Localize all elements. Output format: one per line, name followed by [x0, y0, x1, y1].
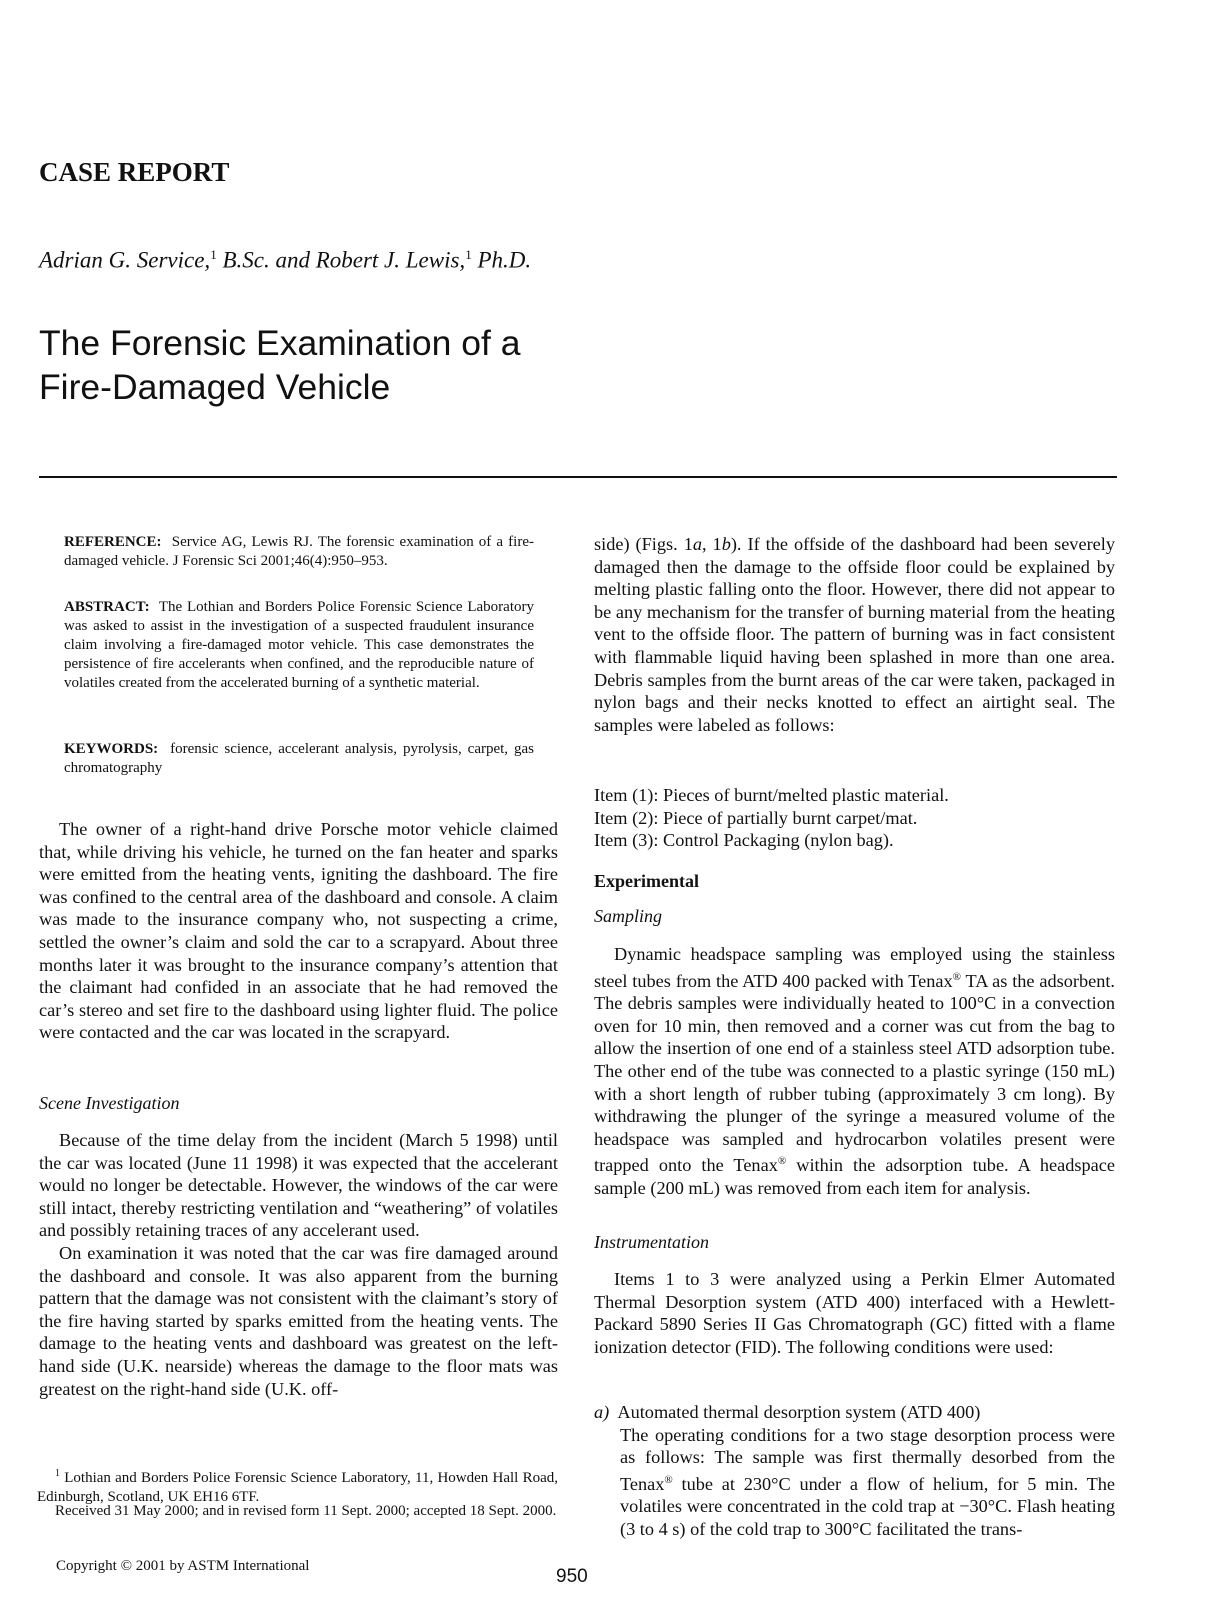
list-item: Item (2): Piece of partially burnt carpet/mat.	[594, 807, 918, 828]
sampling-text-b: TA as the adsorbent. The debris samples were individually heated to 100°C in a convection oven for 10 min, then removed and a corner was cut from the bag to allow the insertion of one end of a stainless steel ATD adsorption tube. The other end of the tube was connected to a plastic syringe (150 mL) with a short length of rubber tubing (approximately 3 cm long). By withdrawing the plunger of the syringe a measured volume of the headspace was sampled and hydrocarbon volatiles present were trapped onto the Tenax	[594, 970, 1115, 1176]
sampling-paragraph	[594, 943, 1115, 1200]
instrumentation-paragraph: Items 1 to 3 were analyzed using a Perkin Elmer Automated Thermal Desorption system (ATD 400) interfaced with a Hewlett-Packard 5890 Series II Gas Chromatograph (GC) fitted with a flame ionization detector (FID). The following conditions were used:	[594, 1269, 1115, 1357]
footnote-affiliation-text: Lothian and Borders Police Forensic Science Laboratory, 11, Howden Hall Road, Edinburgh, Scotland, UK EH16 6TF.	[37, 1470, 558, 1505]
copyright-notice: Copyright © 2001 by ASTM International	[56, 1558, 310, 1574]
author-line	[39, 247, 531, 274]
heading-instrumentation: Instrumentation	[594, 1232, 709, 1252]
abstract-label: ABSTRACT:	[64, 599, 150, 615]
item-list	[594, 784, 1115, 852]
continuation-paragraph	[594, 533, 1115, 736]
author-2-degree: Ph.D.	[471, 247, 532, 273]
figure-ref-1a: a	[692, 534, 702, 554]
section-label: CASE REPORT	[39, 157, 230, 187]
abstract-block	[64, 598, 534, 693]
registered-mark: ®	[664, 1473, 673, 1486]
conditions-list-a	[594, 1401, 1115, 1541]
author-1-degree-and-author-2: B.Sc. and Robert J. Lewis,	[216, 247, 466, 273]
keywords-label: KEYWORDS:	[64, 741, 159, 757]
scene-paragraph-1: Because of the time delay from the incident (March 5 1998) until the car was located (June 11 1998) it was expected that the accelerant would no longer be detectable. However, the windows of the car were still intact, thereby restricting ventilation and “weathering” of volatiles and possibly retaining traces of any accelerant used.	[39, 1130, 558, 1241]
heading-sampling: Sampling	[594, 906, 663, 926]
continuation-text-c: ). If the offside of the dashboard had been severely damaged then the damage to the offside floor could be explained by melting plastic falling onto the floor. However, there did not appear to be any mechanism for the transfer of burning material from the heating vent to the offside floor. The pattern of burning was in fact consistent with flammable liquid having been splashed in more than one area. Debris samples from the burnt areas of the car were taken, packaged in nylon bags and their necks knotted to effect an airtight seal. The samples were labeled as follows:	[594, 534, 1115, 735]
heading-experimental: Experimental	[594, 871, 699, 891]
footnote-affiliation	[37, 1464, 558, 1507]
page-number: 950	[556, 1566, 588, 1587]
keywords-block	[64, 740, 534, 778]
abstract-text: The Lothian and Borders Police Forensic Science Laboratory was asked to assist in the investigation of a suspected fraudulent insurance claim involving a fire-damaged motor vehicle. This case demonstrates the persistence of fire accelerants when confined, and the reproducible nature of volatiles created from the accelerated burning of a synthetic material.	[64, 599, 534, 691]
registered-mark: ®	[952, 970, 962, 983]
footnote-mark: 1	[55, 1468, 60, 1479]
list-a-text	[594, 1424, 1115, 1541]
continuation-text-a: side) (Figs. 1	[594, 534, 693, 554]
left-column-scene	[39, 1129, 558, 1400]
list-item: Item (1): Pieces of burnt/melted plastic material.	[594, 785, 949, 805]
registered-mark: ®	[777, 1155, 787, 1168]
scene-paragraph-2: On examination it was noted that the car was fire damaged around the dashboard and console. It was also apparent from the burning pattern that the damage was not consistent with the claimant’s story of the fire having started by sparks emitted from the heating vents. The damage to the heating vents and dashboard was greatest on the left-hand side (U.K. nearside) whereas the damage to the floor mats was greatest on the right-hand side (U.K. off-	[39, 1242, 558, 1399]
author-2-affiliation-mark: 1	[465, 247, 472, 262]
title-line-1: The Forensic Examination of a	[39, 323, 521, 363]
author-1-affiliation-mark: 1	[210, 247, 217, 262]
list-a-label: a)	[594, 1402, 610, 1422]
reference-text: Service AG, Lewis RJ. The forensic examination of a fire-damaged vehicle. J Forensic Sci 2001;46(4):950–953.	[64, 534, 534, 569]
list-item: Item (3): Control Packaging (nylon bag).	[594, 830, 894, 851]
heading-scene-investigation: Scene Investigation	[39, 1093, 180, 1113]
keywords-text: forensic science, accelerant analysis, pyrolysis, carpet, gas chromatography	[64, 741, 534, 776]
title-line-2: Fire-Damaged Vehicle	[39, 367, 391, 407]
figure-ref-1b: b	[721, 534, 731, 554]
footnote-received: Received 31 May 2000; and in revised form 11 Sept. 2000; accepted 18 Sept. 2000.	[55, 1503, 557, 1519]
list-a-text-1: The operating conditions for a two stage desorption process were as follows: The sample was first thermally desorbed from the Tenax	[620, 1424, 1115, 1494]
sampling-text-c: within the adsorption tube. A headspace sample (200 mL) was removed from each item for analysis.	[594, 1155, 1115, 1199]
author-1: Adrian G. Service,	[39, 247, 211, 273]
left-column-intro	[39, 818, 558, 1044]
header-divider	[39, 476, 1117, 478]
paper-title	[39, 321, 739, 409]
list-a-title: Automated thermal desorption system (ATD 400)	[617, 1402, 981, 1422]
list-a-text-2: tube at 230°C under a flow of helium, for 5 min. The volatiles were concentrated in the cold trap at −30°C. Flash heating (3 to 4 s) of the cold trap to 300°C facilitated the trans-	[620, 1473, 1115, 1540]
instrumentation-section	[594, 1268, 1115, 1358]
list-a-heading	[594, 1401, 1115, 1424]
intro-paragraph: The owner of a right-hand drive Porsche motor vehicle claimed that, while driving his vehicle, he turned on the fan heater and sparks were emitted from the heating vents, igniting the dashboard. The fire was confined to the central area of the dashboard and console. A claim was made to the insurance company who, not suspecting a crime, settled the owner’s claim and sold the car to a scrapyard. About three months later it was brought to the insurance company’s attention that the claimant had confided in an associate that he had removed the car’s stereo and set fire to the dashboard using lighter fluid. The police were contacted and the car was located in the scrapyard.	[39, 819, 558, 1043]
reference-label: REFERENCE:	[64, 534, 162, 550]
sampling-text-a: Dynamic headspace sampling was employed using the stainless steel tubes from the ATD 400 packed with Tenax	[594, 944, 1115, 991]
sampling-section	[594, 943, 1115, 1200]
continuation-text-b: , 1	[701, 534, 722, 554]
right-column-continuation	[594, 533, 1115, 736]
reference-block	[64, 533, 534, 571]
